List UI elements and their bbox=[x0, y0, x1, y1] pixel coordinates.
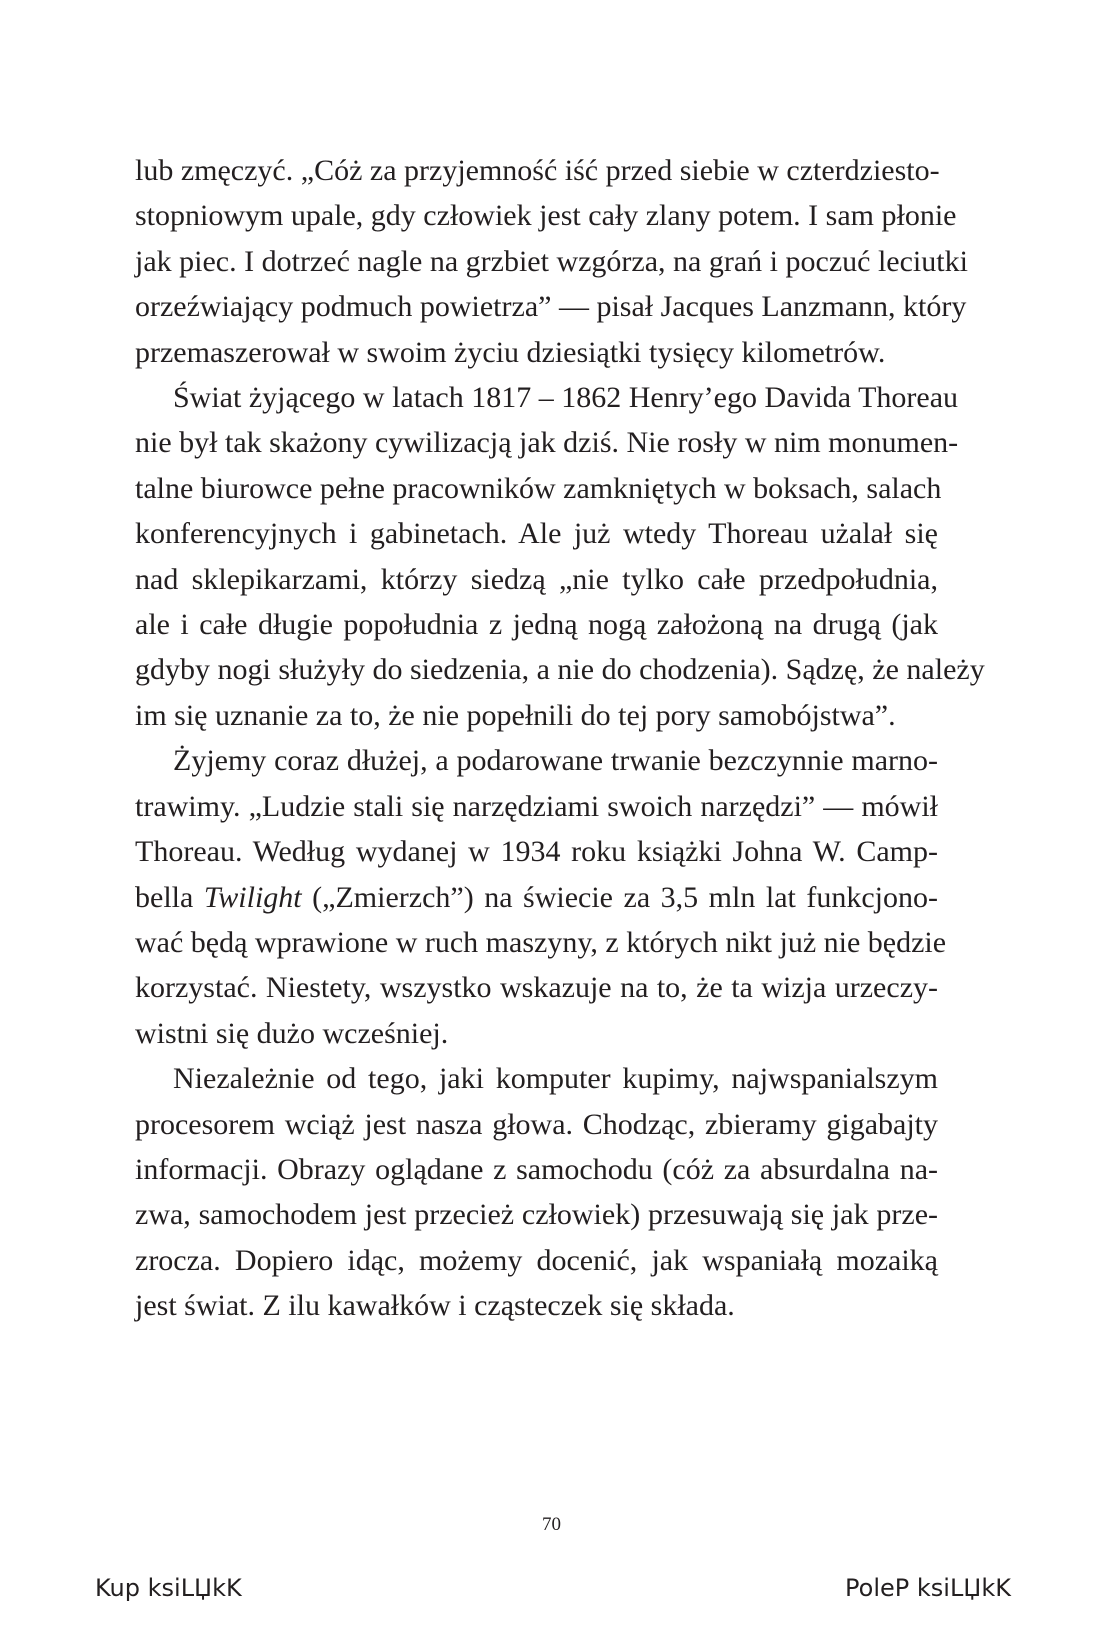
text-line: gdyby nogi służyły do siedzenia, a nie do chodzenia). Sądzę, że należy bbox=[135, 653, 985, 687]
text-line: Żyjemy coraz dłużej, a podarowane trwanie bezczynnie marno- bbox=[173, 744, 938, 778]
text-line: wać będą wprawione w ruch maszyny, z których nikt już nie będzie bbox=[135, 925, 947, 959]
page-number: 70 bbox=[542, 1514, 561, 1535]
text-line: Thoreau. Według wydanej w 1934 roku książki Johna W. Camp- bbox=[135, 835, 938, 869]
text-line: zrocza. Dopiero idąc, możemy docenić, jak wspaniałą mozaiką bbox=[135, 1243, 938, 1277]
text-line: procesorem wciąż jest nasza głowa. Chodząc, zbieramy gigabajty bbox=[135, 1107, 938, 1141]
text-line: nie był tak skażony cywilizacją jak dziś. Nie rosły w nim monumen- bbox=[135, 426, 959, 460]
text-line: lub zmęczyć. „Cóż za przyjemność iść przed siebie w czterdziesto- bbox=[135, 154, 940, 187]
text-fragment: („Zmierzch”) na świecie za 3,5 mln lat funkcjono- bbox=[301, 880, 938, 914]
text-line: orzeźwiający podmuch powietrza” — pisał Jacques Lanzmann, który bbox=[135, 290, 967, 324]
paragraph-3 bbox=[135, 738, 947, 1056]
text-line: wistni się dużo wcześniej. bbox=[135, 1016, 449, 1050]
text-line: trawimy. „Ludzie stali się narzędziami swoich narzędzi” — mówił bbox=[135, 789, 938, 823]
text-line-with-title bbox=[135, 875, 938, 920]
text-line: przemaszerował w swoim życiu dziesiątki tysięcy kilometrów. bbox=[135, 335, 886, 369]
paragraph-2 bbox=[135, 375, 985, 738]
text-line: ale i całe długie popołudnia z jedną nogą założoną na drugą (jak bbox=[135, 608, 938, 642]
text-line: korzystać. Niestety, wszystko wskazuje na to, że ta wizja urzeczy- bbox=[135, 971, 938, 1005]
text-line: jak piec. I dotrzeć nagle na grzbiet wzgórza, na grań i poczuć leciutki bbox=[135, 244, 968, 278]
text-line: nad sklepikarzami, którzy siedzą „nie tylko całe przedpołudnia, bbox=[135, 562, 938, 596]
text-line: talne biurowce pełne pracowników zamkniętych w boksach, salach bbox=[135, 471, 942, 505]
text-line: konferencyjnych i gabinetach. Ale już wtedy Thoreau użalał się bbox=[135, 517, 938, 551]
body-text bbox=[135, 148, 985, 1329]
book-title-italic: Twilight bbox=[203, 880, 302, 914]
text-line: Świat żyjącego w latach 1817 – 1862 Henry’ego Davida Thoreau bbox=[173, 381, 959, 415]
text-line: informacji. Obrazy oglądane z samochodu (cóż za absurdalna na- bbox=[135, 1152, 938, 1186]
text-fragment: bella bbox=[135, 880, 204, 914]
text-line: Niezależnie od tego, jaki komputer kupimy, najwspanialszym bbox=[173, 1062, 938, 1096]
text-line: im się uznanie za to, że nie popełnili do tej pory samobójstwa”. bbox=[135, 698, 896, 732]
text-line: stopniowym upale, gdy człowiek jest cały zlany potem. I sam płonie bbox=[135, 199, 957, 233]
recommend-book-link[interactable]: PoleP ksiLЏkK bbox=[845, 1574, 1011, 1602]
buy-book-link[interactable]: Kup ksiLЏkK bbox=[95, 1574, 242, 1602]
text-line: zwa, samochodem jest przecież człowiek) przesuwają się jak prze- bbox=[135, 1198, 938, 1232]
text-line: jest świat. Z ilu kawałków i cząsteczek się składa. bbox=[135, 1289, 735, 1323]
paragraph-1 bbox=[135, 148, 968, 375]
paragraph-4 bbox=[135, 1056, 938, 1328]
